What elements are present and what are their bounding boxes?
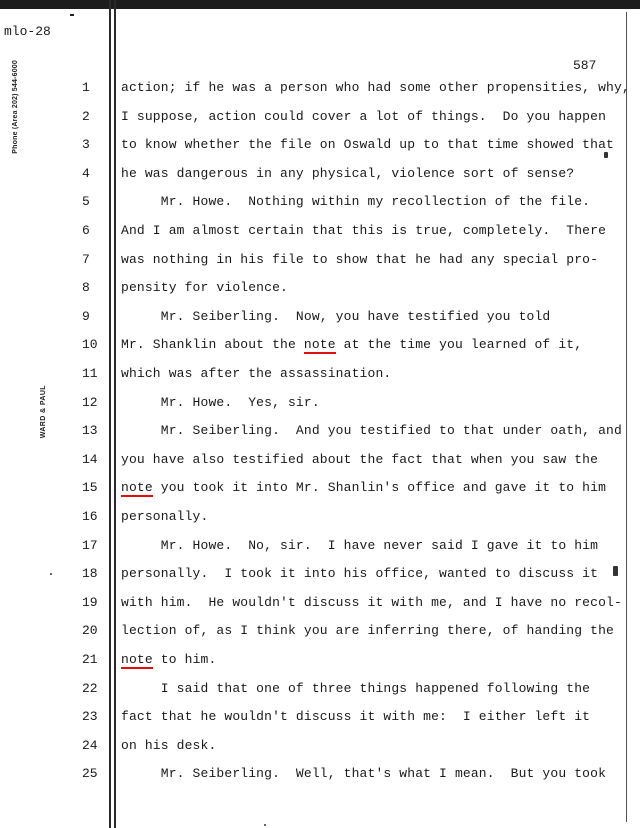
transcript-text: action; if he was a person who had some other propensities, why, bbox=[121, 80, 630, 95]
line-number: 24 bbox=[82, 738, 98, 753]
line-number: 1 bbox=[82, 80, 90, 95]
transcript-text: fact that he wouldn't discuss it with me: I either left it bbox=[121, 709, 591, 724]
transcript-text: he was dangerous in any physical, violence sort of sense? bbox=[121, 166, 575, 181]
transcript-line bbox=[121, 166, 626, 181]
transcript-text: at the time you learned of it, bbox=[335, 337, 583, 352]
transcript-text: you took it into Mr. Shanlin's office and gave it to him bbox=[152, 480, 607, 495]
line-number: 7 bbox=[82, 252, 90, 267]
transcript-text: which was after the assassination. bbox=[121, 366, 392, 381]
line-number: 11 bbox=[82, 366, 98, 381]
line-number: 3 bbox=[82, 137, 90, 152]
reporter-margin-text: WARD & PAUL bbox=[40, 385, 47, 439]
transcript-line bbox=[121, 109, 626, 124]
line-number: 25 bbox=[82, 766, 98, 781]
line-number: 16 bbox=[82, 509, 98, 524]
transcript-text: Mr. Shanklin about the bbox=[121, 337, 304, 352]
transcript-line bbox=[121, 309, 626, 324]
transcript-line bbox=[121, 709, 626, 724]
corner-mark bbox=[70, 14, 74, 16]
transcript-line bbox=[121, 194, 626, 209]
phone-margin-text: Phone (Area 202) 544-6000 bbox=[12, 60, 19, 154]
transcript-line bbox=[121, 480, 626, 495]
line-number: 9 bbox=[82, 309, 90, 324]
transcript-line bbox=[121, 681, 626, 696]
transcript-line bbox=[121, 766, 626, 781]
line-number: 10 bbox=[82, 337, 98, 352]
highlighted-word-note: note bbox=[303, 337, 336, 352]
line-number: 14 bbox=[82, 452, 98, 467]
page-number: 587 bbox=[573, 58, 597, 73]
transcript-line bbox=[121, 223, 626, 238]
transcript-line bbox=[121, 80, 630, 95]
transcript-text: Mr. Howe. Nothing within my recollection of the file. bbox=[121, 194, 591, 209]
line-number: 21 bbox=[82, 652, 98, 667]
transcript-line bbox=[121, 566, 626, 581]
transcript-line bbox=[121, 337, 626, 352]
transcript-line bbox=[121, 423, 626, 438]
line-number: 12 bbox=[82, 395, 98, 410]
transcript-text: Mr. Seiberling. And you testified to that under oath, and bbox=[121, 423, 622, 438]
line-number: 4 bbox=[82, 166, 90, 181]
transcript-text: you have also testified about the fact that when you saw the bbox=[121, 452, 599, 467]
transcript-line bbox=[121, 509, 626, 524]
transcript-line bbox=[121, 652, 626, 667]
transcript-text: on his desk. bbox=[121, 738, 217, 753]
transcript-text: I said that one of three things happened following the bbox=[121, 681, 591, 696]
scan-speck bbox=[50, 573, 52, 575]
transcript-text: Mr. Howe. Yes, sir. bbox=[121, 395, 320, 410]
line-number: 20 bbox=[82, 623, 98, 638]
transcript-text: personally. bbox=[121, 509, 209, 524]
line-number: 2 bbox=[82, 109, 90, 124]
transcript-text: Mr. Howe. No, sir. I have never said I gave it to him bbox=[121, 538, 599, 553]
margin-rule-left-inner bbox=[114, 0, 116, 828]
margin-rule-left bbox=[109, 0, 111, 828]
transcript-text: to him. bbox=[152, 652, 217, 667]
line-number: 5 bbox=[82, 194, 90, 209]
transcript-line bbox=[121, 623, 626, 638]
highlighted-word-note: note bbox=[121, 480, 153, 495]
line-number: 17 bbox=[82, 538, 98, 553]
transcript-text: Mr. Seiberling. Well, that's what I mean. But you took bbox=[121, 766, 607, 781]
transcript-line bbox=[121, 395, 626, 410]
line-number: 23 bbox=[82, 709, 98, 724]
transcript-line bbox=[121, 137, 626, 152]
scan-speck bbox=[264, 824, 266, 826]
transcript-text: pensity for violence. bbox=[121, 280, 288, 295]
highlighted-word-note: note bbox=[121, 652, 153, 667]
transcript-line bbox=[121, 252, 626, 267]
top-edge-bar bbox=[0, 0, 640, 9]
transcript-line bbox=[121, 452, 626, 467]
scan-speck bbox=[604, 152, 608, 158]
document-id: mlo-28 bbox=[4, 24, 51, 39]
transcript-line bbox=[121, 280, 626, 295]
line-number: 18 bbox=[82, 566, 98, 581]
transcript-text: to know whether the file on Oswald up to that time showed that bbox=[121, 137, 614, 152]
line-number: 19 bbox=[82, 595, 98, 610]
transcript-text: Mr. Seiberling. Now, you have testified you told bbox=[121, 309, 551, 324]
transcript-line bbox=[121, 538, 626, 553]
line-number: 8 bbox=[82, 280, 90, 295]
transcript-text: And I am almost certain that this is true, completely. There bbox=[121, 223, 607, 238]
transcript-text: personally. I took it into his office, wanted to discuss it bbox=[121, 566, 599, 581]
line-number: 15 bbox=[82, 480, 98, 495]
transcript-text: lection of, as I think you are inferring there, of handing the bbox=[121, 623, 614, 638]
transcript-line bbox=[121, 595, 626, 610]
line-number: 6 bbox=[82, 223, 90, 238]
transcript-text: I suppose, action could cover a lot of things. Do you happen bbox=[121, 109, 607, 124]
transcript-text: was nothing in his file to show that he had any special pro- bbox=[121, 252, 599, 267]
line-number: 13 bbox=[82, 423, 98, 438]
line-number: 22 bbox=[82, 681, 98, 696]
scan-speck bbox=[613, 566, 618, 576]
margin-rule-right bbox=[626, 12, 627, 822]
transcript-text: with him. He wouldn't discuss it with me, and I have no recol- bbox=[121, 595, 622, 610]
transcript-line bbox=[121, 366, 626, 381]
transcript-line bbox=[121, 738, 626, 753]
